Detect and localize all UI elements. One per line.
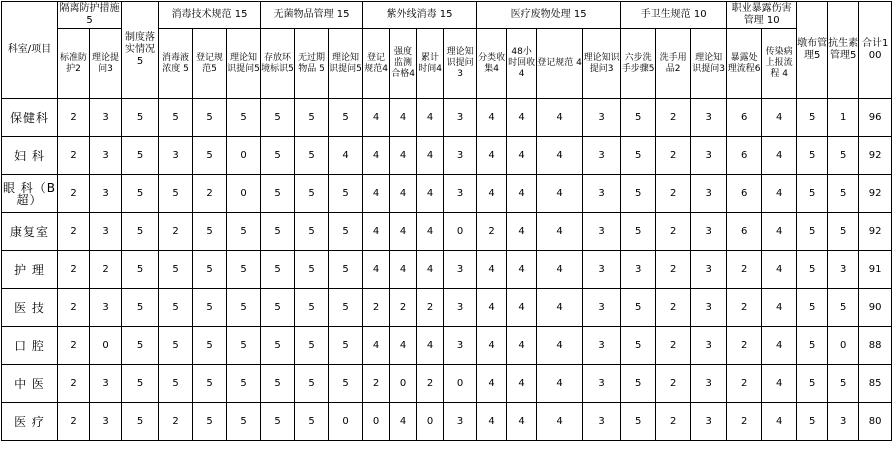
score-cell: 4 [507,213,537,251]
score-cell: 3 [90,289,122,327]
score-cell: 5 [122,365,159,403]
score-cell: 4 [477,365,507,403]
dept-cell: 妇 科 [2,137,58,175]
score-cell: 5 [621,137,656,175]
score-cell: 2 [159,403,193,441]
score-cell: 2 [656,289,691,327]
score-cell: 2 [58,99,90,137]
sub-header: 登记规范4 [363,29,390,99]
score-cell: 0 [227,175,261,213]
score-cell: 5 [295,213,329,251]
score-cell: 3 [583,365,621,403]
table-row [2,251,892,289]
score-cell: 5 [621,403,656,441]
score-cell: 4 [417,327,444,365]
score-cell: 5 [122,403,159,441]
score-cell: 5 [621,213,656,251]
score-cell: 5 [227,289,261,327]
score-cell: 3 [621,251,656,289]
score-cell: 5 [227,251,261,289]
score-cell: 4 [417,251,444,289]
score-cell: 2 [656,403,691,441]
score-cell: 2 [363,289,390,327]
score-cell: 2 [656,99,691,137]
score-cell: 5 [261,213,295,251]
dept-cell: 医 技 [2,289,58,327]
score-cell: 4 [762,327,797,365]
dept-cell: 康复室 [2,213,58,251]
dept-cell: 护 理 [2,251,58,289]
score-cell: 4 [363,213,390,251]
score-cell: 5 [193,251,227,289]
score-cell: 5 [621,327,656,365]
score-cell: 5 [122,327,159,365]
score-cell: 2 [363,365,390,403]
group-header: 隔离防护措施5 [58,2,122,29]
score-cell: 4 [477,137,507,175]
dept-cell: 保健科 [2,99,58,137]
score-cell: 5 [295,365,329,403]
score-cell: 2 [58,137,90,175]
score-cell: 3 [444,251,477,289]
score-cell: 4 [762,213,797,251]
sub-header: 理论知识提问5 [329,29,363,99]
score-cell: 4 [363,327,390,365]
score-cell: 2 [656,327,691,365]
score-cell: 4 [537,137,583,175]
sub-header: 理论提问3 [90,29,122,99]
score-cell: 4 [507,251,537,289]
score-cell: 5 [295,327,329,365]
score-cell: 5 [193,99,227,137]
score-cell: 3 [90,403,122,441]
table-row [2,289,892,327]
score-cell: 5 [227,403,261,441]
score-cell: 5 [122,213,159,251]
score-cell: 3 [691,289,727,327]
score-cell: 4 [477,327,507,365]
score-cell: 3 [691,365,727,403]
sub-header: 存放环境标识5 [261,29,295,99]
score-cell: 3 [444,289,477,327]
score-cell: 5 [295,403,329,441]
score-cell: 5 [828,213,859,251]
score-cell: 3 [90,213,122,251]
score-cell: 5 [295,99,329,137]
score-cell: 5 [797,327,828,365]
score-cell: 5 [797,289,828,327]
score-cell: 3 [444,99,477,137]
score-cell: 5 [295,251,329,289]
score-cell: 3 [444,403,477,441]
score-cell: 4 [363,175,390,213]
group-header: 紫外线消毒 15 [363,2,477,29]
score-cell: 2 [656,175,691,213]
score-cell: 2 [58,403,90,441]
score-cell: 2 [656,365,691,403]
header-group-row [2,2,892,29]
score-cell: 4 [417,99,444,137]
score-cell: 5 [159,327,193,365]
sub-header: 消毒液浓度 5 [159,29,193,99]
score-cell: 6 [727,175,762,213]
score-cell: 4 [762,99,797,137]
score-cell: 2 [477,213,507,251]
score-cell: 4 [363,137,390,175]
score-cell: 3 [691,175,727,213]
score-cell: 5 [193,289,227,327]
sub-header: 登记规范5 [193,29,227,99]
score-cell: 4 [507,99,537,137]
score-cell: 3 [444,327,477,365]
sub-header: 理论知识提问5 [227,29,261,99]
score-cell: 0 [444,213,477,251]
table-row [2,99,892,137]
score-cell: 0 [363,403,390,441]
score-cell: 4 [390,137,417,175]
score-cell: 4 [762,403,797,441]
score-cell: 4 [507,289,537,327]
group-header: 抗生素管理5 [828,2,859,99]
dept-cell: 医 疗 [2,403,58,441]
score-cell: 3 [828,251,859,289]
score-cell: 5 [122,137,159,175]
score-cell: 0 [828,327,859,365]
sub-header: 强度监测合格4 [390,29,417,99]
score-cell: 5 [193,327,227,365]
score-cell: 5 [122,99,159,137]
score-cell: 5 [261,327,295,365]
score-cell: 3 [444,175,477,213]
score-cell: 4 [417,213,444,251]
score-cell: 5 [621,175,656,213]
table-row [2,365,892,403]
group-header: 合计100 [859,2,892,99]
score-cell: 4 [762,365,797,403]
score-cell: 5 [797,213,828,251]
table-row [2,137,892,175]
score-cell: 4 [363,99,390,137]
score-cell: 4 [390,213,417,251]
score-cell: 3 [583,175,621,213]
score-cell: 2 [390,289,417,327]
score-cell: 3 [691,251,727,289]
score-cell: 6 [727,137,762,175]
score-cell: 2 [656,137,691,175]
dept-cell: 中 医 [2,365,58,403]
score-cell: 4 [507,403,537,441]
score-cell: 3 [159,137,193,175]
total-cell: 88 [859,327,892,365]
score-cell: 5 [261,365,295,403]
score-cell: 5 [227,365,261,403]
score-cell: 4 [417,137,444,175]
score-cell: 4 [537,175,583,213]
score-cell: 5 [227,213,261,251]
score-cell: 5 [122,175,159,213]
score-cell: 0 [444,365,477,403]
sub-header: 暴露处理流程6 [727,29,762,99]
table-row [2,175,892,213]
score-cell: 5 [261,137,295,175]
score-cell: 5 [227,99,261,137]
total-cell: 91 [859,251,892,289]
score-cell: 0 [90,327,122,365]
score-cell: 4 [507,365,537,403]
table-row [2,403,892,441]
total-cell: 92 [859,175,892,213]
score-cell: 5 [261,99,295,137]
score-cell: 6 [727,213,762,251]
score-cell: 5 [295,289,329,327]
score-cell: 4 [390,327,417,365]
sub-header: 洗手用品2 [656,29,691,99]
score-cell: 4 [762,289,797,327]
total-cell: 96 [859,99,892,137]
sub-header: 传染病上报流程 4 [762,29,797,99]
score-cell: 5 [329,327,363,365]
sub-header: 理论知识提问3 [691,29,727,99]
score-cell: 5 [329,251,363,289]
score-cell: 4 [507,175,537,213]
score-cell: 5 [295,137,329,175]
score-cell: 4 [477,99,507,137]
score-cell: 2 [58,175,90,213]
score-cell: 4 [762,251,797,289]
sub-header: 无过期物品 5 [295,29,329,99]
score-cell: 4 [417,175,444,213]
sub-header: 六步洗手步骤5 [621,29,656,99]
score-cell: 2 [58,213,90,251]
score-cell: 4 [762,137,797,175]
group-header: 消毒技术规范 15 [159,2,261,29]
score-cell: 3 [90,99,122,137]
score-cell: 4 [477,175,507,213]
score-cell: 5 [261,175,295,213]
row-label-header: 科室/项目 [2,2,58,99]
sub-header: 分类收集4 [477,29,507,99]
score-cell: 5 [261,403,295,441]
score-cell: 5 [797,403,828,441]
score-cell: 2 [58,365,90,403]
score-cell: 4 [507,327,537,365]
score-cell: 3 [444,137,477,175]
score-cell: 5 [329,213,363,251]
score-cell: 5 [193,403,227,441]
score-cell: 0 [329,403,363,441]
score-cell: 4 [537,251,583,289]
score-cell: 5 [193,213,227,251]
score-cell: 0 [417,403,444,441]
score-cell: 5 [159,289,193,327]
dept-cell: 眼 科（B超） [2,175,58,213]
group-header: 手卫生规范 10 [621,2,727,29]
score-cell: 3 [90,175,122,213]
score-cell: 5 [159,365,193,403]
score-cell: 2 [193,175,227,213]
score-cell: 3 [691,327,727,365]
group-header: 制度落实情况5 [122,2,159,99]
sub-header: 理论知识提问3 [583,29,621,99]
score-cell: 5 [295,175,329,213]
score-cell: 4 [363,251,390,289]
score-cell: 2 [656,213,691,251]
score-cell: 5 [159,99,193,137]
score-cell: 4 [390,251,417,289]
score-cell: 2 [417,289,444,327]
score-cell: 5 [261,251,295,289]
table-row [2,327,892,365]
score-cell: 5 [193,137,227,175]
sub-header: 48小时回收 4 [507,29,537,99]
score-cell: 4 [477,289,507,327]
group-header: 墩布管理5 [797,2,828,99]
score-cell: 2 [727,365,762,403]
score-cell: 4 [390,403,417,441]
score-cell: 5 [261,289,295,327]
score-cell: 2 [159,213,193,251]
sub-header: 累计时间4 [417,29,444,99]
score-cell: 5 [797,137,828,175]
score-cell: 5 [329,289,363,327]
score-cell: 2 [417,365,444,403]
score-cell: 1 [828,99,859,137]
score-cell: 4 [390,175,417,213]
score-cell: 3 [691,99,727,137]
score-cell: 3 [90,137,122,175]
group-header: 无菌物品管理 15 [261,2,363,29]
score-cell: 4 [537,289,583,327]
score-cell: 2 [58,289,90,327]
score-cell: 5 [828,137,859,175]
total-cell: 90 [859,289,892,327]
score-cell: 4 [537,403,583,441]
score-cell: 3 [691,137,727,175]
score-cell: 5 [122,251,159,289]
table-row [2,213,892,251]
score-cell: 5 [797,175,828,213]
score-cell: 0 [390,365,417,403]
total-cell: 92 [859,213,892,251]
inspection-score-table [1,1,892,441]
score-cell: 5 [621,289,656,327]
score-cell: 4 [537,365,583,403]
score-cell: 5 [329,365,363,403]
score-cell: 5 [329,175,363,213]
score-cell: 5 [193,365,227,403]
dept-cell: 口 腔 [2,327,58,365]
score-cell: 3 [90,365,122,403]
score-cell: 2 [90,251,122,289]
score-cell: 4 [537,99,583,137]
score-cell: 4 [390,99,417,137]
score-cell: 3 [583,289,621,327]
score-cell: 2 [58,251,90,289]
score-cell: 2 [58,327,90,365]
score-cell: 2 [727,251,762,289]
score-cell: 3 [583,251,621,289]
score-cell: 5 [828,175,859,213]
group-header: 职业暴露伤害管理 10 [727,2,797,29]
score-cell: 5 [828,365,859,403]
total-cell: 85 [859,365,892,403]
score-cell: 5 [159,175,193,213]
score-cell: 3 [583,327,621,365]
score-cell: 5 [797,365,828,403]
score-cell: 4 [537,213,583,251]
score-cell: 2 [727,403,762,441]
score-cell: 0 [227,137,261,175]
score-cell: 2 [727,327,762,365]
sub-header: 理论知识提问3 [444,29,477,99]
score-cell: 6 [727,99,762,137]
score-cell: 5 [122,289,159,327]
score-cell: 4 [507,137,537,175]
score-cell: 3 [583,99,621,137]
sub-header: 登记规范 4 [537,29,583,99]
score-cell: 3 [691,403,727,441]
score-cell: 3 [691,213,727,251]
score-cell: 3 [583,137,621,175]
score-cell: 5 [227,327,261,365]
total-cell: 80 [859,403,892,441]
score-cell: 4 [477,403,507,441]
score-cell: 2 [656,251,691,289]
total-cell: 92 [859,137,892,175]
score-cell: 5 [621,99,656,137]
score-cell: 5 [329,99,363,137]
score-cell: 4 [762,175,797,213]
score-cell: 3 [828,403,859,441]
score-cell: 2 [727,289,762,327]
score-cell: 5 [828,289,859,327]
score-cell: 3 [583,403,621,441]
score-cell: 4 [537,327,583,365]
score-cell: 5 [797,251,828,289]
score-cell: 3 [583,213,621,251]
score-cell: 5 [797,99,828,137]
score-cell: 5 [159,251,193,289]
group-header: 医疗废物处理 15 [477,2,621,29]
score-cell: 4 [329,137,363,175]
sub-header: 标准防护2 [58,29,90,99]
score-cell: 4 [477,251,507,289]
score-cell: 5 [621,365,656,403]
